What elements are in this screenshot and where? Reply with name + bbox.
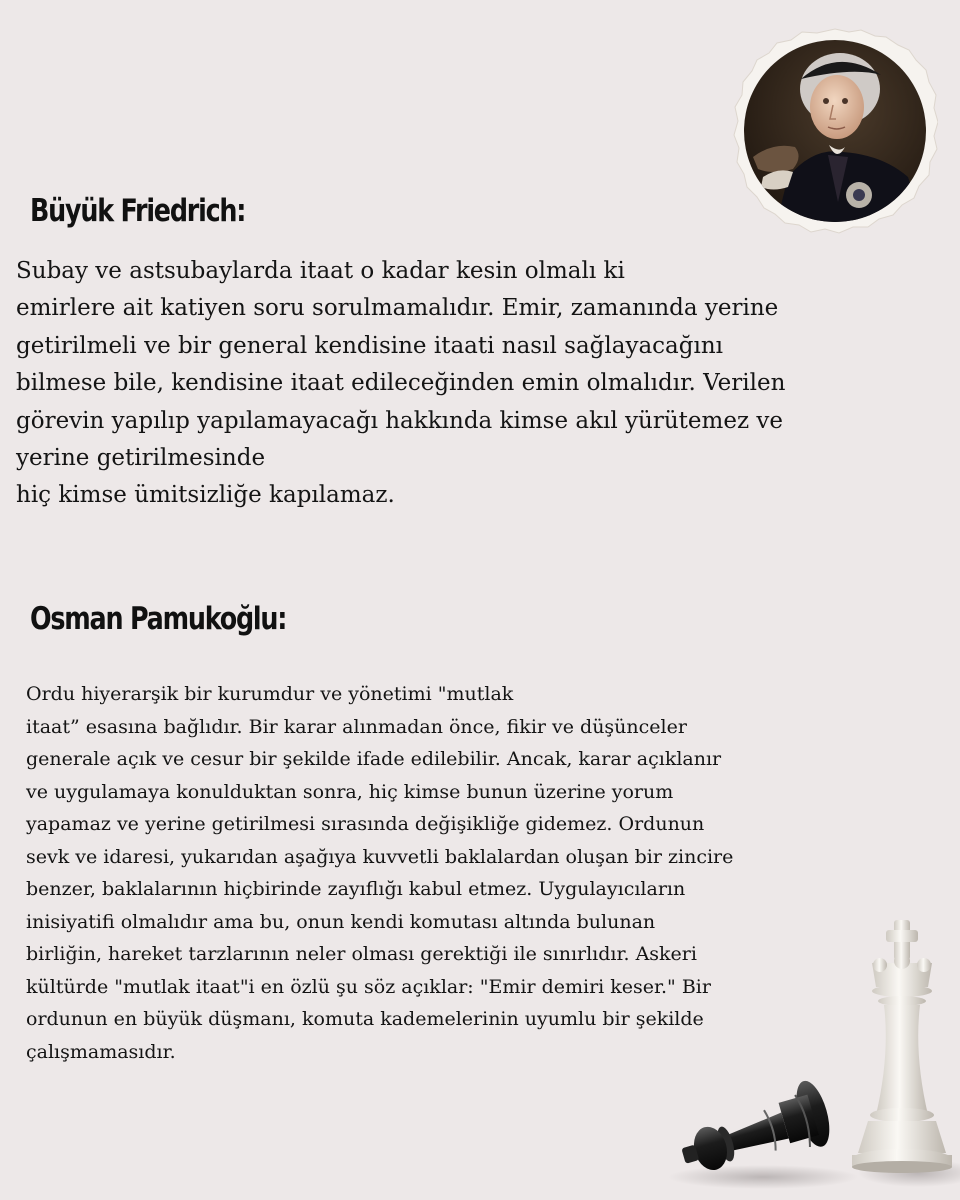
quote-line: generale açık ve cesur bir şekilde ifade edilebilir. Ancak, karar açıklanır — [26, 748, 722, 770]
section-heading-pamukoglu: Osman Pamukoğlu: — [30, 601, 287, 637]
quote-line: çalışmamasıdır. — [26, 1040, 176, 1063]
quote-line: yerine getirilmesinde — [16, 445, 266, 472]
quote-line: yapamaz ve yerine getirilmesi sırasında değişikliğe gidemez. Ordunun — [26, 813, 705, 835]
quote-friedrich — [16, 253, 916, 515]
quote-line: birliğin, hareket tarzlarının neler olması gerektiği ile sınırlıdır. Askeri — [26, 943, 697, 965]
quote-line: Ordu hiyerarşik bir kurumdur ve yönetimi "mutlak — [26, 683, 514, 705]
quote-line: bilmese bile, kendisine itaat edileceğinden emin olmalıdır. Verilen — [16, 370, 786, 397]
quote-line: görevin yapılıp yapılamayacağı hakkında kimse akıl yürütemez ve — [16, 407, 783, 434]
quote-line: ordunun en büyük düşmanı, komuta kademelerinin uyumlu bir şekilde — [26, 1008, 704, 1030]
quote-line: kültürde "mutlak itaat"i en özlü şu söz açıklar: "Emir demiri keser." Bir — [26, 975, 711, 998]
portrait-image — [733, 27, 938, 235]
section-heading-friedrich: Büyük Friedrich: — [30, 193, 246, 229]
quote-line: sevk ve idaresi, yukarıdan aşağıya kuvvetli baklalardan oluşan bir zincire — [26, 845, 734, 868]
quote-line: emirlere ait katiyen soru sorulmamalıdır. Emir, zamanında yerine — [16, 295, 779, 322]
quote-line: getirilmeli ve bir general kendisine itaati nasıl sağlayacağını — [16, 332, 723, 359]
quote-line: inisiyatifi olmalıdır ama bu, onun kendi komutası altında bulunan — [26, 910, 656, 933]
chess-pieces-image — [668, 915, 960, 1200]
quote-line: itaat” esasına bağlıdır. Bir karar alınmadan önce, fikir ve düşünceler — [26, 715, 687, 738]
quote-line: Subay ve astsubaylarda itaat o kadar kesin olmalı ki — [16, 258, 625, 284]
quote-line: hiç kimse ümitsizliğe kapılamaz. — [16, 482, 395, 509]
quote-line: benzer, baklalarının hiçbirinde zayıflığı kabul etmez. Uygulayıcıların — [26, 878, 686, 900]
quote-line: ve uygulamaya konulduktan sonra, hiç kimse bunun üzerine yorum — [26, 780, 674, 803]
